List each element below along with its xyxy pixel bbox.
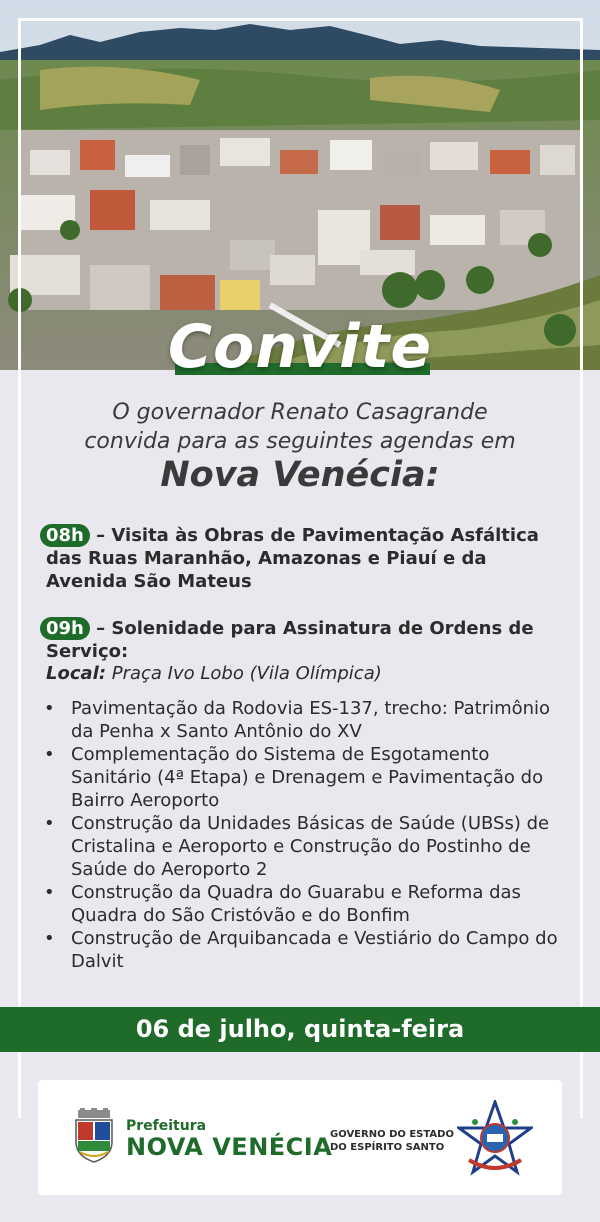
- list-item: • Complementação do Sistema de Esgotamento Sanitário (4ª Etapa) e Drenagem e Pavimentação do Bairro Aeroporto: [44, 743, 564, 812]
- time-badge: 09h: [40, 617, 90, 640]
- date-banner: 06 de julho, quinta-feira: [0, 1007, 600, 1052]
- list-item: • Construção da Quadra do Guarabu e Reforma das Quadra do São Cristóvão e do Bonfim: [44, 881, 564, 927]
- agenda-item-2: [46, 617, 566, 663]
- prefeitura-label: Prefeitura: [126, 1118, 207, 1134]
- prefeitura-name: NOVA VENÉCIA: [126, 1133, 333, 1161]
- intro-line-1: O governador Renato Casagrande: [112, 400, 488, 425]
- time-badge: 08h: [40, 524, 90, 547]
- agenda-item-1: [46, 524, 566, 593]
- location-line: [46, 663, 382, 684]
- location-label: Local:: [46, 663, 107, 684]
- gov-line-1: GOVERNO DO ESTADO: [330, 1129, 454, 1140]
- espirito-santo-seal-icon: [457, 1100, 533, 1184]
- agenda-text: – Visita às Obras de Pavimentação Asfáltica das Ruas Maranhão, Amazonas e Piauí e da Avenida São Mateus: [46, 525, 539, 592]
- frame-border-left: [18, 18, 21, 1118]
- state-government-label: [330, 1128, 454, 1154]
- city-name: Nova Venécia:: [160, 455, 440, 495]
- frame-border-right: [580, 18, 583, 1118]
- list-item: • Construção da Unidades Básicas de Saúde (UBSs) de Cristalina e Aeroporto e Construção do Postinho de Saúde do Aeroporto 2: [44, 812, 564, 881]
- invite-title: Convite: [167, 312, 433, 382]
- list-item: • Pavimentação da Rodovia ES-137, trecho: Patrimônio da Penha x Santo Antônio do XV: [44, 697, 564, 743]
- nova-venecia-crest-icon: [70, 1108, 118, 1168]
- agenda-text: – Solenidade para Assinatura de Ordens de Serviço:: [46, 618, 534, 662]
- intro-line-2: convida para as seguintes agendas em: [84, 429, 516, 454]
- intro-text: [0, 398, 600, 456]
- list-item: • Construção de Arquibancada e Vestiário do Campo do Dalvit: [44, 927, 564, 973]
- frame-border-top: [18, 18, 583, 21]
- gov-line-2: DO ESPÍRITO SANTO: [330, 1142, 445, 1153]
- service-orders-list: [44, 697, 564, 973]
- location-value: Praça Ivo Lobo (Vila Olímpica): [106, 663, 382, 684]
